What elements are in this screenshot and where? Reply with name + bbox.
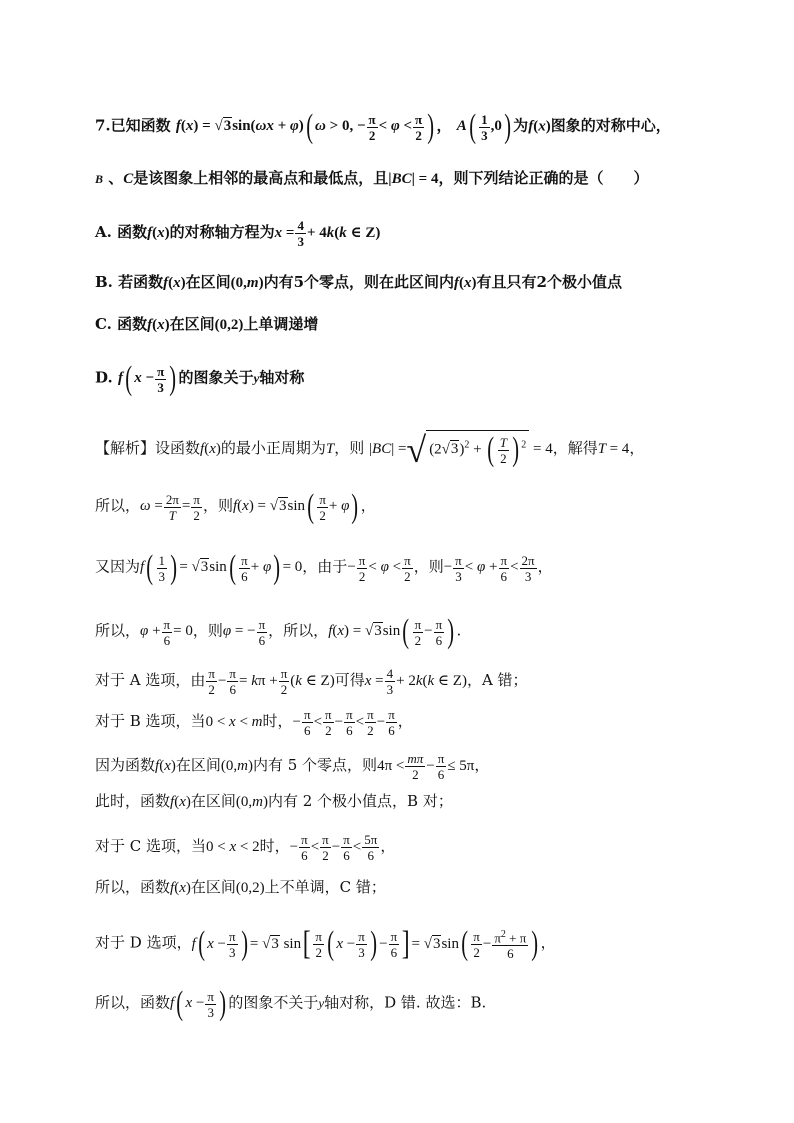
option-d: D. f( x − $\frac{\pi}{3}$ ) 的图象关于y轴对称 (95, 360, 305, 397)
solution-text: 的最小正周期为 (220, 438, 326, 457)
omega-equation: ω = $\frac{2\pi}{T}$ = $\frac{\pi}{2}$ (140, 491, 200, 523)
line2-text-a: 是该图象上相邻的最高点和最低点，且 (133, 169, 389, 187)
solution-text: 所以，函数 (95, 993, 171, 1012)
solution-text: 内有 5 个零点，则 (252, 755, 378, 774)
option-c-text-1: 函数 (117, 315, 148, 333)
solution-line-10: 所以，函数f(x)在区间(0,2)上不单调，C 错； (95, 878, 386, 896)
option-d-derivation: f( x − $\frac{\pi}{3}$ ) = √3 sin[ $\frac{\pi}{2}$ ( x − $\frac{\pi}{3}$ ) − $\frac{\pi}{6}$ ] = √3sin( $\frac{\pi}{2}$ − $\frac{\pi^2 + \pi}{6}$ ) (191, 925, 539, 963)
solution-text: ，由于 (302, 557, 348, 576)
fx-ref: f(x) (170, 880, 191, 896)
solution-text: ，则 (202, 496, 233, 515)
option-c-text-2: 在区间 (169, 315, 215, 333)
solution-text: 【解析】设函数 (95, 438, 201, 457)
solution-text: 可得 (334, 670, 365, 689)
question-line-1: 7.已知函数 f(x) = √3sin(ωx + φ)( ω > 0, − $\frac{\pi}{2}$ < φ < $\frac{\pi}{2}$ ) ， A( $\frac{1}{3}$ ,0) 为f(x)图象的对称中心， (95, 108, 671, 145)
solution-line-11: 对于 D 选项，f( x − $\frac{\pi}{3}$ ) = √3 sin[ $\frac{\pi}{2}$ ( x − $\frac{\pi}{3}$ ) − $\frac{\pi}{6}$ ] = √3sin( $\frac{\pi}{2}$ − $\frac{\pi^2 + \pi}{6}$ ) ， (95, 925, 556, 963)
solution-line-7: 因为函数f(x)在区间(0,m)内有 5 个零点，则4π < $\frac{m\pi}{2}$ − $\frac{\pi}{6}$ ≤ 5π， (95, 751, 490, 782)
option-d-function-ref: f( x − $\frac{\pi}{3}$ ) (170, 985, 227, 1022)
option-b-text-2: 在区间 (185, 273, 231, 291)
solution-text: ，则 (413, 557, 444, 576)
solution-text: 时， (262, 711, 293, 730)
points-bc: B (95, 172, 104, 186)
point-a: A( $\frac{1}{3}$ ,0) (456, 108, 511, 145)
fx-ref: f(x) (200, 440, 221, 457)
option-c (95, 313, 318, 336)
solution-text: 所以， (95, 496, 141, 515)
option-b-text-4: 有且只有2个极小值点 (476, 273, 622, 291)
option-b-label: B. (95, 273, 113, 291)
solution-line-6: 对于 B 选项，当0 < x < m时，− $\frac{\pi}{6}$ < $\frac{\pi}{2}$ − $\frac{\pi}{6}$ < $\frac{\pi}{2}$ − $\frac{\pi}{6}$ ， (95, 707, 413, 738)
option-b-text-1: 若函数 (118, 273, 164, 291)
option-a (95, 218, 380, 249)
solution-text: ，则 (192, 621, 223, 640)
fx-ref: f(x) (163, 275, 186, 291)
f-one-third: f( $\frac{1}{3}$ ) = √3sin( $\frac{\pi}{6}$ + φ) = 0 (140, 549, 303, 586)
option-a-text-2: 的对称轴方程为 (169, 222, 275, 241)
solution-line-12: 所以，函数f( x − $\frac{\pi}{3}$ ) 的图象不关于y轴对称，D 错. 故选：B. (95, 985, 487, 1022)
option-d-function: f( x − $\frac{\pi}{3}$ ) (117, 360, 177, 397)
solution-line-5: 对于 A 选项，由 $\frac{\pi}{2}$ − $\frac{\pi}{6}$ = kπ + $\frac{\pi}{2}$ (k ∈ Z)可得x = $\frac{4}{3}$ + 2k(k ∈ Z)，A 错； (95, 666, 528, 697)
solution-text: 此时，函数 (95, 792, 171, 810)
option-c-text-3: 上单调递增 (243, 315, 319, 333)
fx-ref: f(x) (155, 757, 176, 774)
solution-text: 又因为 (95, 557, 141, 576)
solution-text: 上不单调，C 错； (264, 878, 386, 896)
solution-line-9: 对于 C 选项，当0 < x < 2时，− $\frac{\pi}{6}$ < $\frac{\pi}{2}$ − $\frac{\pi}{6}$ < $\frac{5\pi}{6}$ ， (95, 832, 396, 863)
solution-text: ，解得 (552, 438, 598, 457)
solution-line-1: 【解析】设函数f(x)的最小正周期为T，则 |BC| =√ $(2√3)^2$ + ( $\frac{T}{2}$ ) $^2$ = 4，解得T = 4， (95, 429, 645, 470)
solution-text: 轴对称，D 错. 故选：B. (324, 993, 487, 1012)
fx-ref: f(x) (528, 118, 551, 135)
solution-text: 的图象不关于 (228, 993, 319, 1012)
bc-length: |BC| = 4 (388, 171, 439, 187)
question-intro: 已知函数 (110, 116, 171, 135)
solution-text: 时， (259, 836, 290, 855)
solution-line-2: 所以，ω = $\frac{2\pi}{T}$ = $\frac{\pi}{2}$ ，则f(x) = √3sin( $\frac{\pi}{2}$ + φ) ， (95, 488, 376, 525)
solution-text: 因为函数 (95, 755, 156, 774)
solution-text: 对于 D 选项， (95, 933, 192, 952)
solution-text: 内有 2 个极小值点，B 对； (267, 792, 453, 810)
option-d-label: D. (95, 368, 113, 387)
fx-ref: f(x) (147, 317, 170, 333)
solution-text: 所以，函数 (95, 878, 171, 896)
fx-formula: f(x) = √3sin( $\frac{\pi}{2}$ + φ) (232, 488, 359, 525)
solution-text: 对于 A 选项，由 (95, 670, 206, 689)
option-c-label: C. (95, 315, 112, 333)
option-a-text-1: 函数 (117, 222, 148, 241)
solution-text: 在区间 (190, 792, 236, 810)
option-a-label: A. (95, 222, 112, 241)
fx-ref: f(x) (170, 794, 191, 810)
solution-text: 在区间 (190, 878, 236, 896)
solution-text: 对于 B 选项，当 (95, 711, 206, 730)
solution-text: ，则 (334, 438, 365, 457)
option-d-text-1: 的图象关于 (178, 368, 254, 387)
option-b-text-3: 内有5个零点，则在此区间内 (263, 273, 455, 291)
solution-text: ，A 错； (466, 670, 528, 689)
solution-text: 对于 C 选项，当 (95, 836, 207, 855)
solution-text: 在区间 (175, 755, 221, 774)
fx-final: f(x) = √3sin( $\frac{\pi}{2}$ − $\frac{\pi}{6}$ ) (328, 613, 455, 650)
solution-text: ，所以， (268, 621, 329, 640)
fx-ref: f(x) (454, 275, 477, 291)
option-a-equation: x = $\frac{4}{3}$ + 4k(k ∈ Z) (274, 218, 381, 249)
center-text: 为 (513, 116, 529, 135)
question-line-2: B 、C是该图象上相邻的最高点和最低点，且|BC| = 4，则下列结论正确的是（ ） (95, 169, 649, 187)
option-d-text-2: 轴对称 (259, 368, 305, 387)
function-definition: f(x) = √3sin(ωx + φ)( ω > 0, − $\frac{\pi}{2}$ < φ < $\frac{\pi}{2}$ ) (175, 108, 435, 145)
solution-line-4: 所以，φ + $\frac{\pi}{6}$ = 0，则φ = − $\frac{\pi}{6}$ ，所以，f(x) = √3sin( $\frac{\pi}{2}$ − $\frac{\pi}{6}$ ) . (95, 613, 462, 650)
period-equation: |BC| =√ $(2√3)^2$ + ( $\frac{T}{2}$ ) $^2$ = 4 (369, 429, 553, 470)
question-number: 7. (95, 116, 111, 135)
solution-text: 所以， (95, 621, 141, 640)
solution-line-3: 又因为f( $\frac{1}{3}$ ) = √3sin( $\frac{\pi}{6}$ + φ) = 0，由于− $\frac{\pi}{2}$ < φ < $\frac{\pi}{2}$ ，则− $\frac{\pi}{3}$ < φ + $\frac{\pi}{6}$ < $\frac{2\pi}{3}$ ， (95, 549, 553, 586)
solution-line-8: 此时，函数f(x)在区间(0,m)内有 2 个极小值点，B 对； (95, 792, 453, 810)
interval-0-2: (0,2) (214, 317, 244, 333)
interval-0-m: (0,m) (230, 275, 264, 291)
line2-text-b: ，则下列结论正确的是（ ） (438, 169, 649, 187)
option-b (95, 271, 622, 294)
center-suffix: 图象的对称中心， (550, 116, 671, 135)
fx-ref: f(x) (147, 224, 170, 241)
